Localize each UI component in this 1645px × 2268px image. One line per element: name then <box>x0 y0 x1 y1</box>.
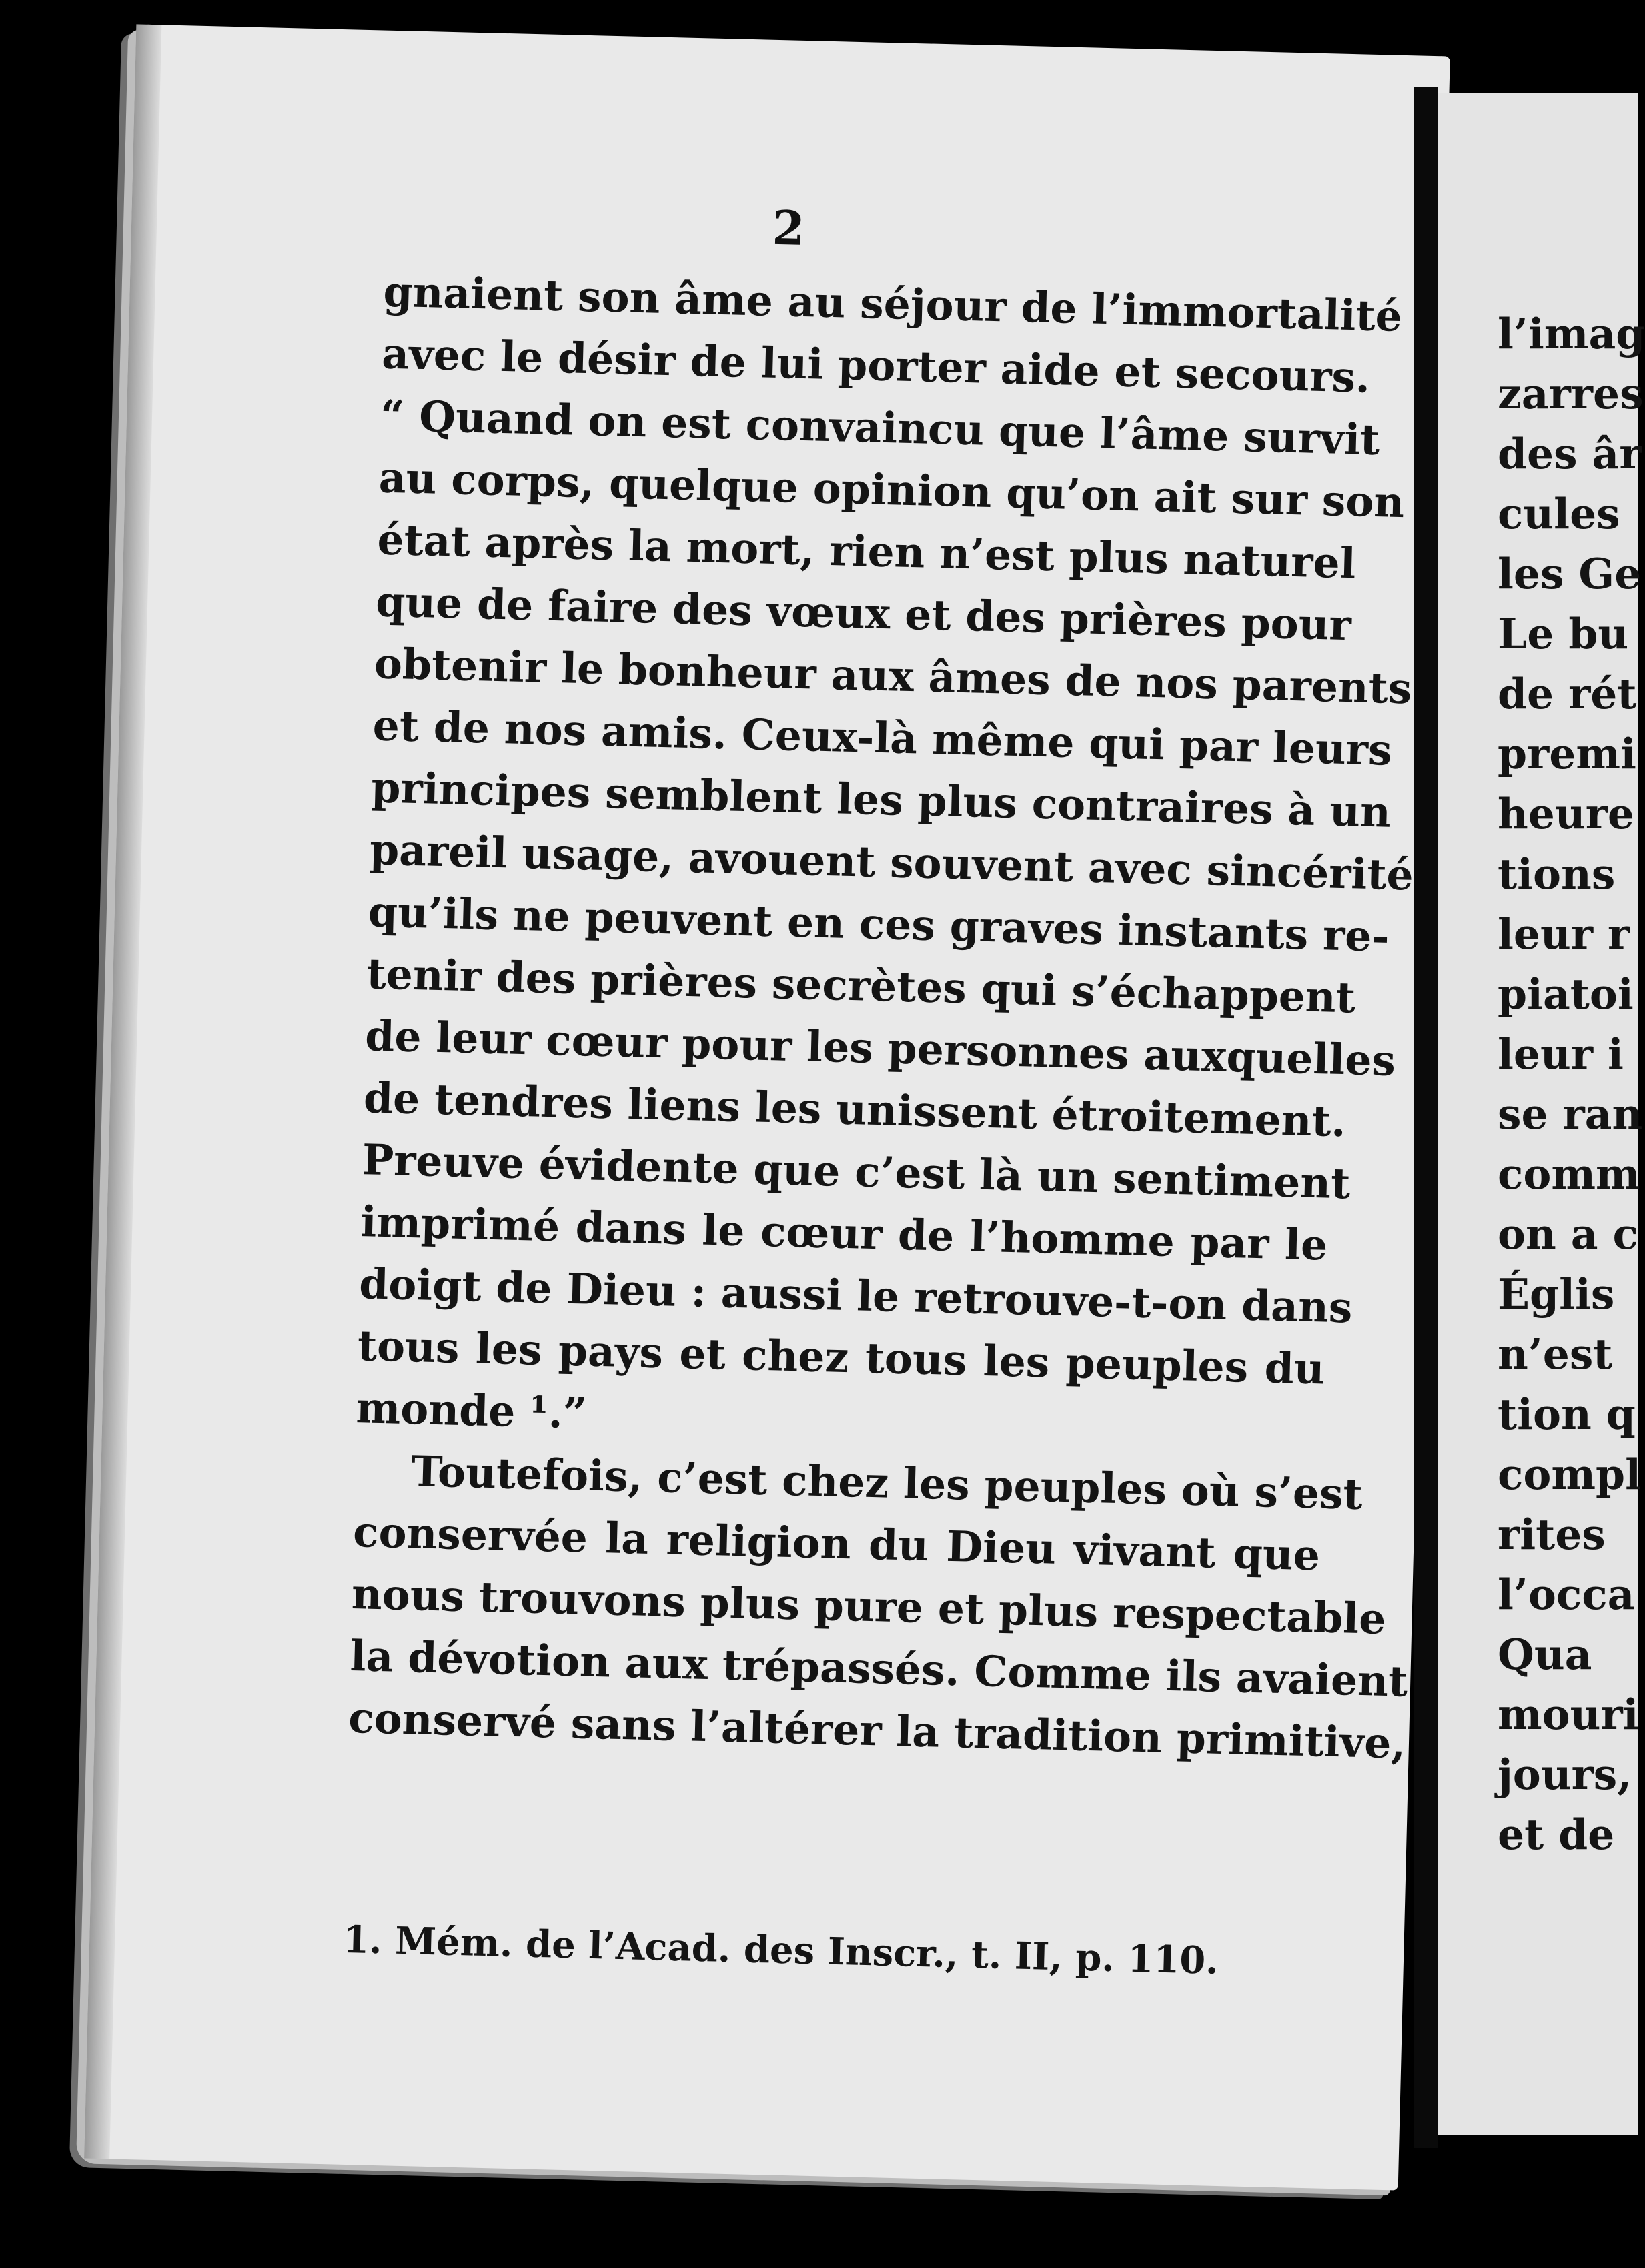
text-line: Preuve évidente que c’est là un sentiment <box>362 1135 1351 1209</box>
text-line: que de faire des vœux et des prières pour <box>375 576 1352 650</box>
text-line: gnaient son âme au séjour de l’immortalité <box>382 266 1403 341</box>
text-line: au corps, quelque opinion qu’on ait sur son <box>378 452 1406 528</box>
text-line: leur r <box>1498 909 1630 959</box>
text-line: cules <box>1498 489 1620 538</box>
text-line: tion q <box>1498 1389 1636 1439</box>
text-line: se ran <box>1498 1089 1643 1139</box>
text-line: avec le désir de lui porter aide et secours. <box>381 328 1371 402</box>
text-line: état après la mort, rien n’est plus naturel <box>376 514 1357 588</box>
text-line: et de nos amis. Ceux-là même qui par leurs <box>372 700 1393 775</box>
text-line: tenir des prières secrètes qui s’échappent <box>366 949 1356 1023</box>
text-line: premi <box>1498 729 1636 778</box>
text-line: mouri <box>1498 1690 1639 1739</box>
text-line: Toutefois, c’est chez les peuples où s’est <box>410 1446 1363 1519</box>
text-line: principes semblent les plus contraires à un <box>370 762 1392 837</box>
text-line: et de <box>1498 1810 1615 1859</box>
text-line: pareil usage, avouent souvent avec sincérité <box>369 824 1414 900</box>
text-line: de leur cœur pour les personnes auxquelles <box>364 1011 1396 1085</box>
body-text <box>348 261 1414 1773</box>
text-line: Le bu <box>1498 609 1629 658</box>
text-line: l’imag <box>1498 309 1645 358</box>
text-line: Églis <box>1498 1269 1615 1319</box>
text-line: nous trouvons plus pure et plus respectable <box>351 1569 1387 1644</box>
text-line: imprimé dans le cœur de l’homme par le <box>360 1197 1329 1270</box>
text-line: qu’ils ne peuvent en ces graves instants re- <box>368 887 1390 961</box>
text-line: n’est <box>1498 1329 1613 1379</box>
text-line: des âr <box>1498 429 1642 478</box>
text-line: comm <box>1498 1149 1640 1199</box>
text-line: piatoi <box>1498 969 1634 1019</box>
text-line: doigt de Dieu : aussi le retrouve-t-on dans <box>358 1259 1353 1333</box>
text-line: “ Quand on est convaincu que l’âme survit <box>380 390 1381 465</box>
right-page-text <box>1498 304 1645 1864</box>
text-line: obtenir le bonheur aux âmes de nos parents <box>374 638 1413 714</box>
text-line: leur i <box>1498 1029 1624 1079</box>
text-line: la dévotion aux trépassés. Comme ils avaient <box>349 1630 1409 1706</box>
right-page <box>1438 93 1645 2135</box>
text-line: jours, <box>1498 1750 1632 1799</box>
text-line: Qua <box>1498 1630 1592 1679</box>
book-gutter <box>1414 87 1438 2148</box>
footnote: 1. Mém. de l’Acad. des Inscr., t. II, p. 110. <box>342 1917 1219 1983</box>
text-line: de tendres liens les unissent étroitement. <box>363 1073 1347 1147</box>
text-line: tions <box>1498 849 1616 899</box>
text-line: zarres <box>1498 369 1644 418</box>
text-line: conservée la religion du Dieu vivant que <box>352 1507 1321 1580</box>
text-line: heure <box>1498 789 1634 838</box>
text-line: les Ge <box>1498 549 1642 598</box>
text-line: rites <box>1498 1510 1606 1559</box>
text-line: on a c <box>1498 1209 1638 1259</box>
text-line: de rét <box>1498 669 1637 718</box>
text-line: conservé sans l’altérer la tradition primitive, <box>348 1692 1407 1768</box>
text-line: l’occa <box>1498 1570 1635 1619</box>
text-line: tous les pays et chez tous les peuples du <box>357 1321 1325 1394</box>
text-line: monde ¹.” <box>355 1383 588 1438</box>
page-number: 2 <box>771 199 806 256</box>
text-line: compl <box>1498 1450 1642 1499</box>
left-page <box>84 24 1450 2190</box>
